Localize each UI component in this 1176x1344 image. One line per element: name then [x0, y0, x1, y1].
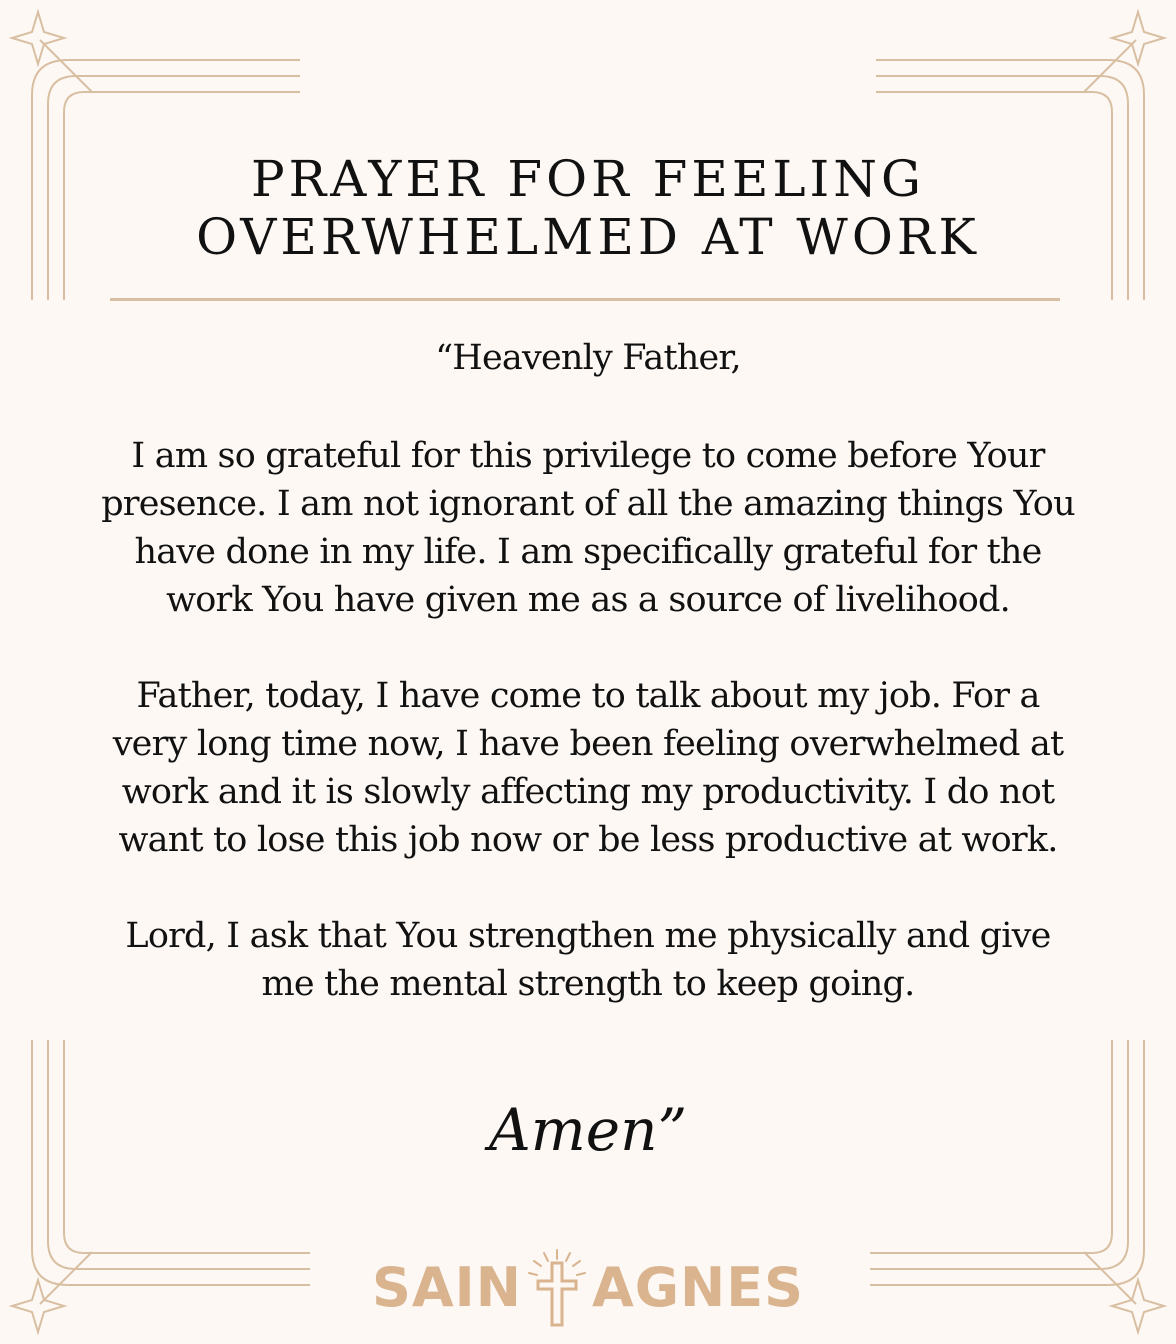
paragraph-line: very long time now, I have been feeling overwhelmed at [112, 724, 1064, 764]
paragraph-line: presence. I am not ignorant of all the amazing things You [101, 484, 1075, 524]
title-line-2: OVERWHELMED AT WORK [196, 208, 980, 266]
paragraph-line: Lord, I ask that You strengthen me physically and give [125, 916, 1051, 956]
title-divider [110, 298, 1060, 301]
paragraph-line: have done in my life. I am specifically grateful for the [134, 532, 1042, 572]
logo-text-left: SAIN [371, 1256, 522, 1320]
paragraph-line: I am so grateful for this privilege to come before Your [131, 436, 1045, 476]
paragraph-line: work and it is slowly affecting my productivity. I do not [121, 772, 1055, 812]
cross-with-rays-icon [522, 1247, 592, 1329]
greeting: “Heavenly Father, [435, 338, 741, 378]
paragraph-line: work You have given me as a source of livelihood. [166, 580, 1010, 620]
saint-agnes-logo [0, 1244, 1176, 1326]
paragraph-line: Father, today, I have come to talk about my job. For a [136, 676, 1040, 716]
closing-amen: Amen” [488, 1096, 688, 1164]
paragraph-line: me the mental strength to keep going. [261, 964, 915, 1004]
logo-text-right: AGNES [591, 1256, 805, 1320]
prayer-paragraph-3 [60, 912, 1116, 1008]
prayer-paragraph-2 [60, 672, 1116, 864]
paragraph-line: want to lose this job now or be less productive at work. [118, 820, 1058, 860]
prayer-paragraph-1 [60, 432, 1116, 624]
title-line-1: PRAYER FOR FEELING [251, 150, 925, 208]
